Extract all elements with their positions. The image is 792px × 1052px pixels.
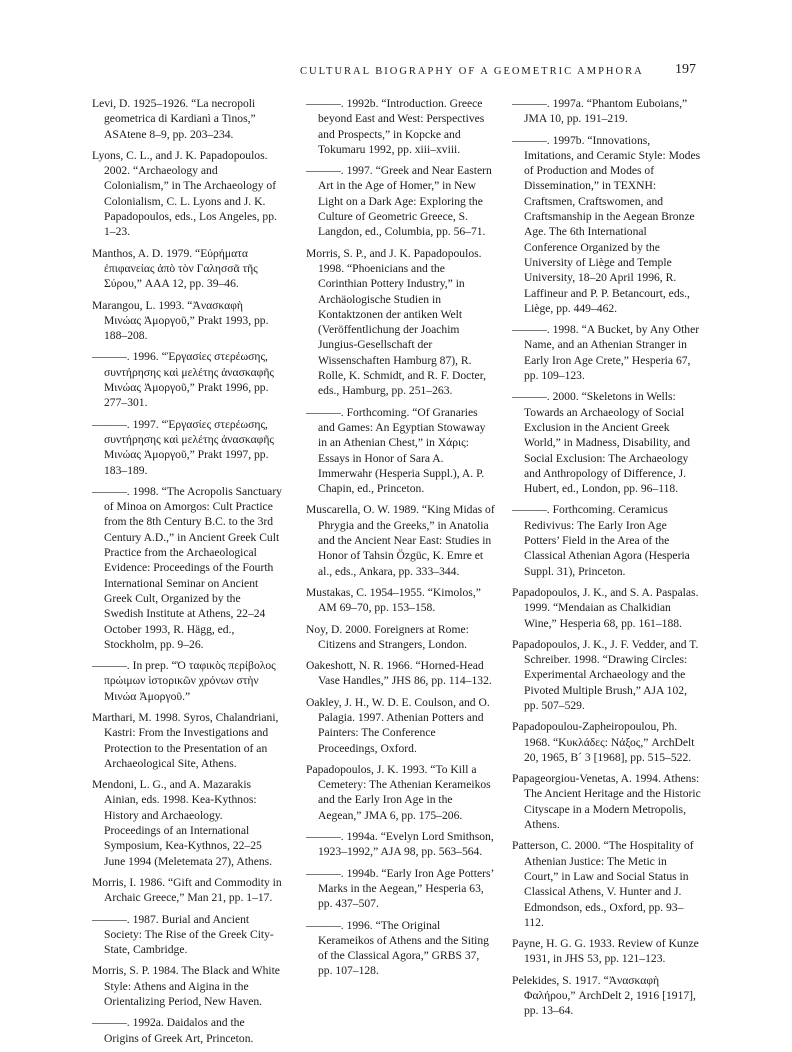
bib-entry: ———. 1997a. “Phantom Euboians,” JMA 10, pp. 191–219.: [512, 97, 688, 126]
bib-entry: ———. 1994a. “Evelyn Lord Smithson, 1923–1992,” AJA 98, pp. 563–564.: [306, 830, 494, 859]
bib-entry: Payne, H. G. G. 1933. Review of Kunze 1931, in JHS 53, pp. 121–123.: [512, 937, 699, 966]
bib-entry: ———. In prep. “Ὁ ταφικὸς περίβολος πρώιμων ἱστορικῶν χρόνων στὴν Μινώα Ἀμοργοῦ.”: [92, 659, 276, 703]
bib-entry: Pelekides, S. 1917. “Ἀνασκαφὴ Φαλήρου,” ArchDelt 2, 1916 [1917], pp. 13–64.: [512, 973, 696, 1018]
bib-entry: Papadopoulos, J. K., J. F. Vedder, and T. Schreiber. 1998. “Drawing Circles: Experimental Archaeology and the Pivoted Multiple Brush,” AJA 102, pp. 507–529.: [512, 637, 699, 712]
page-number: 197: [675, 62, 696, 77]
bib-entry: Manthos, A. D. 1979. “Εὑρήματα ἐπιφανείας ἀπὸ τὸν Γαλησσᾶ τῆς Σύρου,” AAA 12, pp. 39–46.: [92, 246, 258, 291]
bib-entry: ———. Forthcoming. “Of Granaries and Games: An Egyptian Stowaway in an Athenian Chest,” in Χάρις: Essays in Honor of Sara A. Immerwahr (Hesperia Suppl.), A. P. Chapin, ed., Princeton.: [306, 405, 486, 496]
bib-entry: Papadopoulos, J. K., and S. A. Paspalas. 1999. “Mendaian as Chalkidian Wine,” Hesperia 68, pp. 161–188.: [512, 585, 699, 630]
bib-entry: Papageorgiou-Venetas, A. 1994. Athens: The Ancient Heritage and the Historic Cityscape in a Modern Metropolis, Athens.: [512, 772, 701, 832]
bib-entry: Lyons, C. L., and J. K. Papadopoulos. 2002. “Archaeology and Colonialism,” in The Archaeology of Colonialism, C. L. Lyons and J. K. Papadopoulos, eds., Los Angeles, pp. 1–23.: [92, 148, 277, 239]
bib-entry: Mustakas, C. 1954–1955. “Kimolos,” AM 69–70, pp. 153–158.: [306, 585, 481, 615]
bib-entry: ———. 1997. “Ἐργασίες στερέωσης, συντήρησης καὶ μελέτης ἀνασκαφῆς Μινώας Ἀμοργοῦ,” Prakt 1997, pp. 183–189.: [92, 417, 275, 477]
bib-entry: Papadopoulos, J. K. 1993. “To Kill a Cemetery: The Athenian Kerameikos and the Early Iron Age in the Aegean,” JMA 6, pp. 175–206.: [306, 762, 491, 822]
bib-entry: ———. 1987. Burial and Ancient Society: The Rise of the Greek City-State, Cambridge.: [92, 912, 274, 957]
bib-entry: ———. 1992b. “Introduction. Greece beyond East and West: Perspectives and Prospects,” in Kopcke and Tokumaru 1992, pp. xiii–xviii.: [306, 97, 485, 156]
running-head: CULTURAL BIOGRAPHY OF A GEOMETRIC AMPHORA: [300, 66, 644, 77]
bib-entry: Muscarella, O. W. 1989. “King Midas of Phrygia and the Greeks,” in Anatolia and the Ancient Near East: Studies in Honor of Tahsin Özgüc, K. Emre et al., eds., Ankara, pp. 333–344.: [306, 503, 495, 578]
bib-entry: ———. 1998. “The Acropolis Sanctuary of Minoa on Amorgos: Cult Practice from the 8th Century B.C. to the 3rd Century A.D.,” in Ancient Greek Cult Practice from the Archaeological Evidence: Proceedings of the Fourth International Seminar on Ancient Greek Cult, Organized by the Swedish Institute at Athens, 22–24 October 1993, R. Hägg, ed., Stockholm, pp. 9–26.: [92, 484, 282, 651]
bib-entry: Oakley, J. H., W. D. E. Coulson, and O. Palagia. 1997. Athenian Potters and Painters: The Conference Proceedings, Oxford.: [306, 695, 490, 755]
bib-entry: Mendoni, L. G., and A. Mazarakis Ainian, eds. 1998. Kea-Kythnos: History and Archaeology. Proceedings of an International Symposium, Kea-Kythnos, 22–25 June 1994 (Meletemata 27), Athens.: [92, 778, 273, 868]
bibliography-column-3: [512, 96, 702, 1025]
bib-entry: ———. 1997b. “Innovations, Imitations, and Ceramic Style: Modes of Production and Modes of Dissemination,” in TEXNH: Craftsmen, Craftswomen, and Craftsmanship in the Aegean Bronze Age. The 6th International Conference Organized by the University of Liège and Temple University, 18–20 April 1996, R. Laffineur and P. P. Betancourt, eds., Liège, pp. 449–462.: [512, 133, 701, 315]
bib-entry: ———. 1998. “A Bucket, by Any Other Name, and an Athenian Stranger in Early Iron Age Crete,” Hesperia 67, pp. 109–123.: [512, 323, 700, 383]
bib-entry: Patterson, C. 2000. “The Hospitality of Athenian Justice: The Metic in Court,” in Law and Social Status in Classical Athens, V. Hunter and J. Edmondson, eds., Oxford, pp. 93–112.: [512, 839, 694, 929]
bib-entry: Levi, D. 1925–1926. “La necropoli geometrica di Kardianì a Tinos,” ASAtene 8–9, pp. 203–234.: [92, 97, 256, 141]
bib-entry: ———. 1996. “Ἐργασίες στερέωσης, συντήρησης καὶ μελέτης ἀνασκαφῆς Μινώας Ἀμοργοῦ,” Prakt 1996, pp. 277–301.: [92, 350, 275, 410]
bib-entry: ———. 1997. “Greek and Near Eastern Art in the Age of Homer,” in New Light on a Dark Age: Exploring the Culture of Geometric Greece, S. Langdon, ed., Columbia, pp. 56–71.: [306, 164, 492, 239]
bib-entry: Marangou, L. 1993. “Ἀνασκαφὴ Μινώας Ἀμοργοῦ,” Prakt 1993, pp. 188–208.: [92, 298, 269, 343]
bib-entry: ———. 1996. “The Original Kerameikos of Athens and the Siting of the Classical Agora,” GRBS 37, pp. 107–128.: [306, 918, 489, 978]
bibliography-column-2: [306, 96, 496, 985]
bib-entry: ———. Forthcoming. Ceramicus Redivivus: The Early Iron Age Potters’ Field in the Area of the Classical Athenian Agora (Hesperia Suppl. 31), Princeton.: [512, 503, 690, 578]
bib-entry: Marthari, M. 1998. Syros, Chalandriani, Kastri: From the Investigations and Protection to the Presentation of an Archaeological Site, Athens.: [92, 710, 279, 770]
bib-entry: Oakeshott, N. R. 1966. “Horned-Head Vase Handles,” JHS 86, pp. 114–132.: [306, 659, 492, 688]
bib-entry: ———. 2000. “Skeletons in Wells: Towards an Archaeology of Social Exclusion in the Ancient Greek World,” in Madness, Disability, and Social Exclusion: The Archaeology and Anthropology of Difference, J. Hubert, ed., London, pp. 96–118.: [512, 390, 691, 496]
bib-entry: ———. 1994b. “Early Iron Age Potters’ Marks in the Aegean,” Hesperia 63, pp. 437–507.: [306, 866, 494, 911]
bib-entry: Papadopoulou-Zapheiropoulou, Ph. 1968. “Κυκλάδες: Νάξος,” ArchDelt 20, 1965, Β´ 3 [1968], pp. 515–522.: [512, 720, 695, 764]
bib-entry: Morris, S. P. 1984. The Black and White Style: Athens and Aigina in the Orientalizing Period, New Haven.: [92, 964, 280, 1009]
bib-entry: Noy, D. 2000. Foreigners at Rome: Citizens and Strangers, London.: [306, 622, 469, 651]
bib-entry: Morris, S. P., and J. K. Papadopoulos. 1998. “Phoenicians and the Corinthian Pottery Industry,” in Archäologische Studien in Kontaktzonen der antiken Welt (Veröffentlichung der Joachim Jungius-Gesellschaft der Wissenschaften Hamburg 87), R. Rolle, K. Schmidt, and R. F. Docter, eds., Hamburg, pp. 251–263.: [306, 246, 486, 398]
bib-entry: Morris, I. 1986. “Gift and Commodity in Archaic Greece,” Man 21, pp. 1–17.: [92, 875, 282, 905]
bibliography-column-1: [92, 96, 282, 1052]
bib-entry: ———. 1992a. Daidalos and the Origins of Greek Art, Princeton.: [92, 1016, 254, 1045]
